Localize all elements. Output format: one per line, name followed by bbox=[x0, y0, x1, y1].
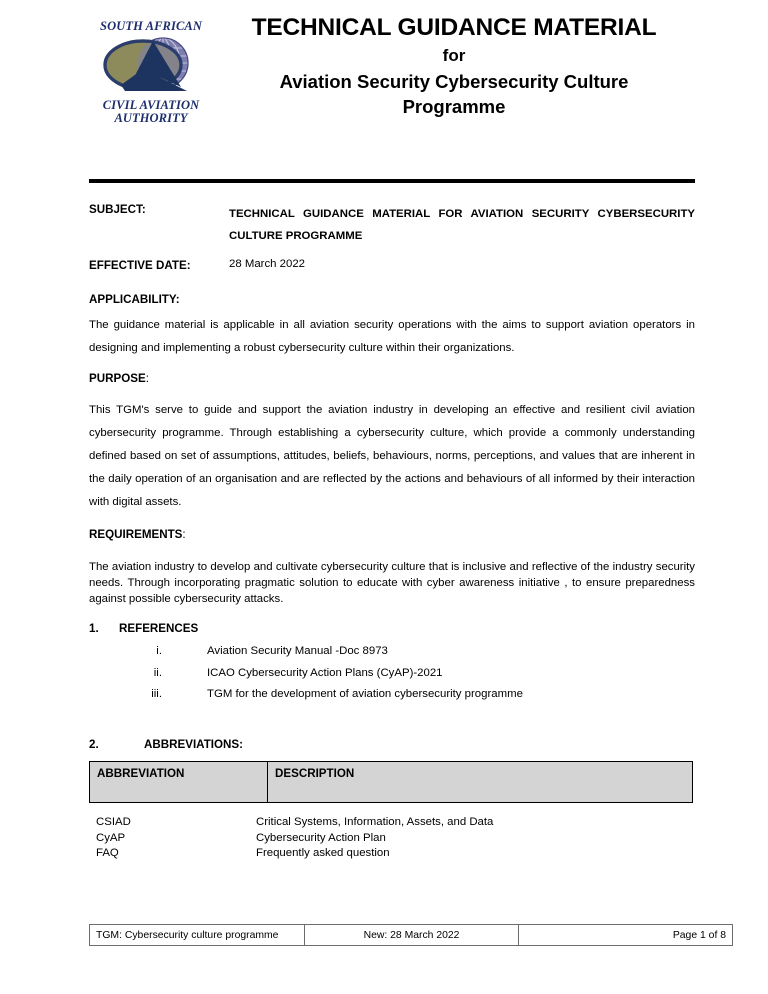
applicability-heading: APPLICABILITY: bbox=[89, 292, 180, 306]
effective-date-row bbox=[89, 258, 695, 273]
page-footer bbox=[89, 924, 726, 946]
cell-description: Cybersecurity Action Plan bbox=[256, 831, 386, 844]
table-row bbox=[89, 831, 695, 846]
header-divider-rule bbox=[89, 179, 695, 183]
abbreviations-table-head bbox=[90, 762, 693, 803]
cell-abbreviation: CSIAD bbox=[96, 816, 131, 829]
page-title: TECHNICAL GUIDANCE MATERIAL bbox=[251, 14, 657, 41]
footer-revision-date: New: 28 March 2022 bbox=[305, 925, 519, 946]
sacaa-logo bbox=[89, 20, 213, 125]
references-list bbox=[89, 641, 695, 707]
table-row bbox=[89, 815, 695, 830]
list-item bbox=[89, 663, 695, 685]
logo-text-line1: CIVIL AVIATION bbox=[102, 98, 200, 113]
subject-value: TECHNICAL GUIDANCE MATERIAL FOR AVIATION SECURITY CYBERSECURITY CULTURE PROGRAMME bbox=[229, 208, 695, 243]
references-heading-text: REFERENCES bbox=[119, 621, 199, 635]
document-body bbox=[89, 203, 695, 862]
abbreviations-number: 2. bbox=[89, 738, 99, 752]
document-header bbox=[89, 14, 695, 166]
purpose-heading bbox=[89, 372, 695, 385]
purpose-heading-colon: : bbox=[145, 371, 149, 385]
reference-text: TGM for the development of aviation cybersecurity programme bbox=[207, 688, 523, 701]
purpose-heading-text: PURPOSE bbox=[89, 371, 146, 385]
requirements-heading bbox=[89, 528, 695, 541]
list-item bbox=[89, 641, 695, 663]
cell-description: Frequently asked question bbox=[256, 847, 390, 860]
cell-abbreviation: FAQ bbox=[96, 847, 119, 860]
references-number: 1. bbox=[89, 621, 99, 635]
abbreviations-heading-text: ABBREVIATIONS: bbox=[144, 738, 243, 752]
abbreviations-table-body bbox=[89, 815, 695, 861]
footer-table bbox=[89, 924, 733, 946]
abbreviations-table bbox=[89, 761, 693, 803]
reference-text: Aviation Security Manual -Doc 8973 bbox=[207, 644, 388, 657]
logo-text-top: SOUTH AFRICAN bbox=[100, 19, 202, 33]
effective-date-label: EFFECTIVE DATE: bbox=[89, 259, 191, 273]
footer-document-name: TGM: Cybersecurity culture programme bbox=[90, 925, 305, 946]
reference-marker: iii. bbox=[151, 688, 162, 701]
cell-description: Critical Systems, Information, Assets, and Data bbox=[256, 816, 494, 829]
column-header-description: DESCRIPTION bbox=[268, 762, 693, 803]
reference-text: ICAO Cybersecurity Action Plans (CyAP)-2021 bbox=[207, 666, 443, 679]
title-subtitle-line2: Programme bbox=[402, 96, 506, 118]
footer-page-number: Page 1 of 8 bbox=[519, 925, 733, 946]
logo-text-line2: AUTHORITY bbox=[114, 111, 188, 126]
applicability-body: The guidance material is applicable in all aviation security operations with the aims to support aviation operators in designing and implementing a robust cybersecurity culture within their organizations. bbox=[89, 318, 695, 354]
subject-row bbox=[89, 203, 695, 247]
table-row bbox=[89, 846, 695, 861]
abbreviations-heading bbox=[89, 738, 695, 751]
requirements-heading-text: REQUIREMENTS bbox=[89, 528, 183, 542]
effective-date-value: 28 March 2022 bbox=[229, 258, 305, 271]
footer-row bbox=[90, 925, 733, 946]
sacaa-emblem-icon bbox=[91, 35, 211, 97]
requirements-body: The aviation industry to develop and cultivate cybersecurity culture that is inclusive and reflective of the industry security needs. Through incorporating pragmatic solution to educate with cyber awareness initiative , to ensure preparedness against possible cybersecurity attacks. bbox=[89, 561, 695, 606]
title-connector: for bbox=[442, 46, 466, 66]
subject-label: SUBJECT: bbox=[89, 203, 146, 216]
title-subtitle-line1: Aviation Security Cybersecurity Culture bbox=[279, 71, 629, 93]
references-heading bbox=[89, 622, 695, 635]
reference-marker: ii. bbox=[153, 666, 162, 679]
list-item bbox=[89, 684, 695, 706]
requirements-heading-colon: : bbox=[182, 528, 186, 542]
reference-marker: i. bbox=[156, 644, 162, 657]
cell-abbreviation: CyAP bbox=[96, 831, 126, 844]
column-header-abbreviation: ABBREVIATION bbox=[90, 762, 268, 803]
table-header-row bbox=[90, 762, 693, 803]
purpose-body: This TGM's serve to guide and support the aviation industry in developing an effective and resilient civil aviation cybersecurity programme. Through establishing a cybersecurity culture, which provide a commonly understanding defined based on set of assumptions, attitudes, beliefs, behaviours, norms, perceptions, and values that are inherent in the daily operation of an organisation and are reflected by the actions and behaviours of all informed by their interaction with digital assets. bbox=[89, 403, 695, 509]
document-title-block bbox=[213, 14, 695, 120]
